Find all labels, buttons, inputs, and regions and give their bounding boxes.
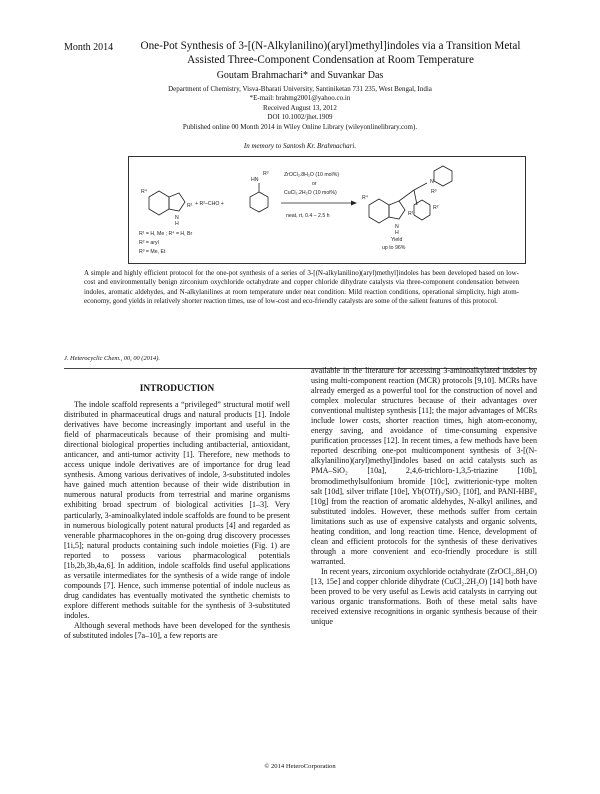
yield-label: Yield bbox=[391, 237, 403, 243]
svg-text:R⁴: R⁴ bbox=[141, 189, 147, 195]
svg-text:R²: R² bbox=[433, 205, 439, 211]
svg-text:R¹: R¹ bbox=[187, 203, 193, 209]
arrow-head bbox=[351, 201, 357, 206]
issue-date: Month 2014 bbox=[64, 42, 114, 53]
svg-text:N: N bbox=[395, 224, 399, 230]
svg-text:H: H bbox=[175, 221, 179, 227]
affiliation-block bbox=[0, 85, 600, 132]
indole-structure bbox=[149, 191, 185, 215]
substituent-r2: R² = aryl bbox=[139, 240, 159, 246]
memorial-note: In memory to Santosh Kr. Brahmachari. bbox=[243, 142, 357, 150]
yield-value: up to 96% bbox=[382, 245, 406, 251]
condition-time: neat, rt, 0.4 – 2.5 h bbox=[286, 213, 330, 219]
abstract: A simple and highly efficient protocol for the one-pot synthesis of a series of 3-[(N-alkylanilino)(aryl)methyl]indoles has been developed based on low-cost and environmentally benign zirconium oxychloride octahydrate and copper chloride dihydrate catalysts via three-component condensation between indoles, aromatic aldehydes, and N-alkylanilines at room temperature under neat condition. Mild reaction conditions, operational simplicity, high atom-economy, good yields in relatively shorter reaction times, use of low-cost and eco-friendly catalysts are some of the salient features of this protocol. bbox=[84, 269, 519, 305]
condition-or: or bbox=[312, 181, 317, 187]
plus-aldehyde-text: + R²–CHO + bbox=[195, 201, 224, 207]
svg-text:R³: R³ bbox=[263, 171, 269, 177]
published-online: Published online 00 Month 2014 in Wiley Online Library (wileyonlinelibrary.com). bbox=[182, 122, 418, 131]
paragraph: The indole scaffold represents a “privileged” structural motif well distributed in pharmaceutical drugs and natural products [1]. Indole derivatives have become increasingly important and useful in the field of pharmaceuticals because of their promising and multi-directional biological properties including antibacterial, antioxidant, anticancer, and anti-tumor activity [1]. Therefore, new methods to access unique indole derivatives are of importance for drug lead synthesis. Among various derivatives of indole, 3-substituted indoles have gained much attention because of their wide distribution in numerous natural products from terrestrial and marine organisms exhibiting broad spectrum of biological activities [1–3]. Very particularly, 3-aminoalkylated indole scaffolds are found to be present in numerous biologically potent natural products [4] and regarded as venerable pharmacophores in the on-going drug discovery processes [1i,5]; natural products containing such indole moieties (Fig. 1) are reported to possess various pharmacological potentials [1b,2b,3b,4a,6]. In addition, indole scaffolds find useful applications as versatile intermediates for the synthesis of a wide range of indole compounds [7]. Hence, such immense potential of indole nucleus as drug candidates has eventually motivated the synthetic chemists to explore different methods suitable for the synthesis of 3-substituted indoles. bbox=[64, 400, 290, 620]
journal-citation: J. Heterocyclic Chem., 00, 00 (2014). bbox=[64, 355, 160, 362]
paragraph: available in the literature for accessing 3-aminoalkylated indoles by using multi-component reaction (MCR) protocols [9,10]. MCRs have already emerged as a powerful tool for the construction of novel and complex molecular structures because of their advantages over conventional multistep synthesis [11]; the major advantages of MCRs include lower costs, shorter reaction times, high atom-economy, energy saving, and avoidance of time-consuming expensive purification processes [12]. In recent times, a few methods have been reported describing one-pot multicomponent synthesis of 3-[(N-alkylanilino)(aryl)methyl]indoles based on acid catalysts such as PMA–SiO₂ [10a], 2,4,6-trichloro-1,3,5-triazine [10b], bromodimethylsulfonium bromide [10c], zwitterionic-type molten salt [10d], silver triflate [10e], Yb(OTf)₃/SiO₂ [10f], and PANI-HBF₄ [10g] from the reaction of aromatic aldehydes, N-alkyl anilines, and substituted indoles. However, these methods suffer from certain limitations such as use of expensive catalysts and organic solvents, heating condition, and long reaction time. Hence, development of clean and efficient protocols for the synthesis of these derivatives through a more convenient and eco-friendly procedure is still warranted. bbox=[311, 366, 537, 566]
affiliation: Department of Chemistry, Visva-Bharati University, Santiniketan 731 235, West Bengal, India bbox=[168, 85, 432, 93]
svg-text:R⁴: R⁴ bbox=[362, 195, 368, 201]
column-left bbox=[64, 400, 290, 641]
svg-text:N: N bbox=[430, 179, 434, 185]
article-title: One-Pot Synthesis of 3-[(N-Alkylanilino)(aryl)methyl]indoles via a Transition Metal Assisted Three-Component Condensation at Room Temperature bbox=[140, 40, 521, 66]
substituent-r1-r4: R¹ = H, Me ; R⁴ = H, Br bbox=[139, 231, 193, 237]
svg-text:R³: R³ bbox=[431, 189, 437, 195]
received-date: Received August 13, 2012 bbox=[263, 103, 337, 112]
email[interactable]: *E-mail: brahmg2001@yahoo.co.in bbox=[249, 94, 351, 103]
reaction-scheme bbox=[128, 156, 526, 264]
aniline-structure bbox=[250, 183, 268, 212]
doi[interactable]: DOI 10.1002/jhet.1909 bbox=[267, 113, 333, 122]
condition-cu: CuCl₂.2H₂O (10 mol%) bbox=[284, 190, 337, 196]
column-right bbox=[311, 366, 537, 627]
substituent-r3: R³ = Me, Et bbox=[139, 249, 166, 255]
reaction-scheme-drawing bbox=[129, 157, 525, 263]
svg-text:HN: HN bbox=[251, 177, 259, 183]
condition-zr: ZrOCl₂.8H₂O (10 mol%) bbox=[284, 172, 340, 178]
svg-text:H: H bbox=[395, 230, 399, 236]
paragraph: Although several methods have been developed for the synthesis of substituted indoles [7a–10], a few reports are bbox=[64, 621, 290, 641]
introduction-heading: INTRODUCTION bbox=[139, 384, 215, 394]
svg-text:R¹: R¹ bbox=[408, 211, 414, 217]
copyright-footer: © 2014 HeteroCorporation bbox=[264, 763, 336, 770]
svg-text:N: N bbox=[175, 215, 179, 221]
paragraph: In recent years, zirconium oxychloride octahydrate (ZrOCl₂.8H₂O) [13, 15e] and copper chloride dihydrate (CuCl₂.2H₂O) [14] both have been proved to be very useful as Lewis acid catalysts in carrying out various organic transformations. Both of these metal salts have received extensive recognitions in organic synthesis because of their unique bbox=[311, 566, 537, 627]
authors: Goutam Brahmachari* and Suvankar Das bbox=[216, 70, 384, 81]
